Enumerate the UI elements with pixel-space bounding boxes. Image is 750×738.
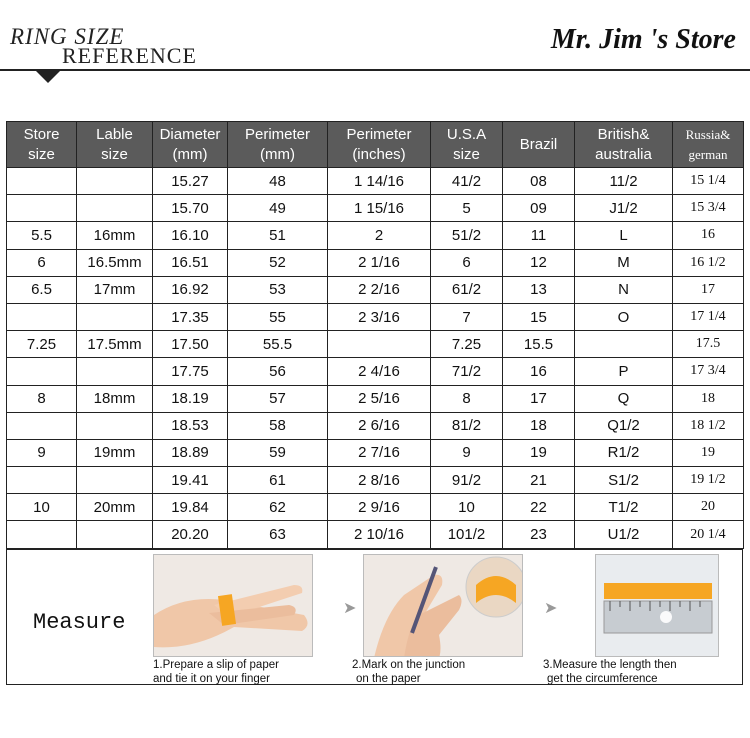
column-header: Perimeter (mm) <box>228 122 328 168</box>
table-cell <box>77 467 153 494</box>
step-3-caption: 3.Measure the length then get the circumference <box>543 659 677 685</box>
table-cell: 8 <box>431 385 503 412</box>
table-cell: M <box>575 249 673 276</box>
table-cell: 16.92 <box>153 276 228 303</box>
table-cell: 13 <box>503 276 575 303</box>
table-cell: 81/2 <box>431 412 503 439</box>
table-cell: 9 <box>431 439 503 466</box>
table-cell <box>77 195 153 222</box>
table-cell: 101/2 <box>431 521 503 548</box>
table-cell: 16 1/2 <box>673 249 744 276</box>
table-cell <box>77 358 153 385</box>
table-cell: 17.5mm <box>77 331 153 358</box>
table-cell: 17.5 <box>673 331 744 358</box>
table-cell: 10 <box>7 494 77 521</box>
table-cell: 1 15/16 <box>328 195 431 222</box>
table-cell: O <box>575 303 673 330</box>
table-cell <box>7 412 77 439</box>
measure-label: Measure <box>33 610 126 635</box>
table-cell: J1/2 <box>575 195 673 222</box>
table-cell: 17 3/4 <box>673 358 744 385</box>
table-cell: 10 <box>431 494 503 521</box>
table-header-row <box>7 122 744 168</box>
hand-with-paper-icon <box>153 554 313 657</box>
table-cell: R1/2 <box>575 439 673 466</box>
column-header: British& australia <box>575 122 673 168</box>
table-row <box>7 494 744 521</box>
table-cell: 5 <box>431 195 503 222</box>
table-cell: 08 <box>503 168 575 195</box>
table-cell: 52 <box>228 249 328 276</box>
table-cell: 9 <box>7 439 77 466</box>
table-cell: 2 2/16 <box>328 276 431 303</box>
table-cell: T1/2 <box>575 494 673 521</box>
table-cell: 19 <box>673 439 744 466</box>
table-cell: 22 <box>503 494 575 521</box>
table-body <box>7 168 744 549</box>
table-cell <box>77 168 153 195</box>
table-cell: 2 <box>328 222 431 249</box>
table-cell: 18 <box>673 385 744 412</box>
table-cell <box>7 168 77 195</box>
ruler-icon <box>595 554 719 657</box>
column-header: Store size <box>7 122 77 168</box>
table-cell: 17.35 <box>153 303 228 330</box>
table-cell: 55.5 <box>228 331 328 358</box>
table-cell: 2 5/16 <box>328 385 431 412</box>
table-cell: 2 4/16 <box>328 358 431 385</box>
table-row <box>7 276 744 303</box>
title-line-2: REFERENCE <box>62 43 197 68</box>
table-cell: 53 <box>228 276 328 303</box>
table-row <box>7 331 744 358</box>
table-row <box>7 358 744 385</box>
header-rule <box>0 69 750 71</box>
step-1-caption: 1.Prepare a slip of paper and tie it on your finger <box>153 659 279 685</box>
arrow-right-icon: ➤ <box>343 600 357 617</box>
table-cell: 71/2 <box>431 358 503 385</box>
table-cell: 23 <box>503 521 575 548</box>
table-cell: 19 1/2 <box>673 467 744 494</box>
table-cell: 15 <box>503 303 575 330</box>
table-cell <box>7 303 77 330</box>
table-cell: 63 <box>228 521 328 548</box>
table-cell: 19.84 <box>153 494 228 521</box>
table-cell: 2 10/16 <box>328 521 431 548</box>
table-cell: 18.89 <box>153 439 228 466</box>
table-cell: 21 <box>503 467 575 494</box>
column-header: Diameter (mm) <box>153 122 228 168</box>
title-line-1: RING SIZE <box>10 24 125 49</box>
table-row <box>7 222 744 249</box>
column-header: U.S.A size <box>431 122 503 168</box>
table-cell: 17.50 <box>153 331 228 358</box>
header-triangle-icon <box>36 71 60 83</box>
table-cell: 15.27 <box>153 168 228 195</box>
table-cell: 91/2 <box>431 467 503 494</box>
table-cell: L <box>575 222 673 249</box>
table-cell: 18.19 <box>153 385 228 412</box>
table-cell: 59 <box>228 439 328 466</box>
table-cell: 15 1/4 <box>673 168 744 195</box>
table-cell: S1/2 <box>575 467 673 494</box>
table-row <box>7 439 744 466</box>
table-cell: 62 <box>228 494 328 521</box>
table-cell <box>77 521 153 548</box>
ring-size-table <box>6 121 744 549</box>
table-cell: 2 1/16 <box>328 249 431 276</box>
column-header: Lable size <box>77 122 153 168</box>
table-cell: 6 <box>431 249 503 276</box>
table-cell: 16mm <box>77 222 153 249</box>
table-cell <box>7 195 77 222</box>
table-cell: 16.51 <box>153 249 228 276</box>
table-cell: 2 3/16 <box>328 303 431 330</box>
table-cell: 16 <box>503 358 575 385</box>
table-cell: 17 1/4 <box>673 303 744 330</box>
table-cell: 2 7/16 <box>328 439 431 466</box>
table-cell: 16.5mm <box>77 249 153 276</box>
table-cell: 20 <box>673 494 744 521</box>
table-cell: 5.5 <box>7 222 77 249</box>
table-cell: 2 8/16 <box>328 467 431 494</box>
table-cell: 49 <box>228 195 328 222</box>
table-cell: 15.70 <box>153 195 228 222</box>
table-cell: 41/2 <box>431 168 503 195</box>
table-cell: 1 14/16 <box>328 168 431 195</box>
table-cell: 17.75 <box>153 358 228 385</box>
table-cell: 6 <box>7 249 77 276</box>
table-row <box>7 195 744 222</box>
table-row <box>7 303 744 330</box>
table-cell: 51/2 <box>431 222 503 249</box>
table-row <box>7 412 744 439</box>
table-cell <box>77 412 153 439</box>
table-row <box>7 385 744 412</box>
table-cell: 16.10 <box>153 222 228 249</box>
table-cell: 19 <box>503 439 575 466</box>
table-cell: 18 1/2 <box>673 412 744 439</box>
table-cell: 8 <box>7 385 77 412</box>
table-cell: 7.25 <box>431 331 503 358</box>
store-name: Mr. Jim 's Store <box>550 24 736 55</box>
table-cell: 56 <box>228 358 328 385</box>
table-cell: 16 <box>673 222 744 249</box>
table-cell: Q1/2 <box>575 412 673 439</box>
table-cell <box>7 521 77 548</box>
table-cell: 7 <box>431 303 503 330</box>
table-cell: 15 3/4 <box>673 195 744 222</box>
table-cell: 19mm <box>77 439 153 466</box>
table-cell: 20mm <box>77 494 153 521</box>
table-cell: 55 <box>228 303 328 330</box>
table-cell <box>328 331 431 358</box>
table-cell: 18 <box>503 412 575 439</box>
table-cell: 17 <box>503 385 575 412</box>
table-cell: 48 <box>228 168 328 195</box>
table-cell: 7.25 <box>7 331 77 358</box>
column-header: Perimeter (inches) <box>328 122 431 168</box>
table-cell: 51 <box>228 222 328 249</box>
table-cell <box>575 331 673 358</box>
table-cell: 57 <box>228 385 328 412</box>
table-cell: 20.20 <box>153 521 228 548</box>
table-cell: 2 6/16 <box>328 412 431 439</box>
table-cell: N <box>575 276 673 303</box>
table-cell: 19.41 <box>153 467 228 494</box>
table-cell: 61/2 <box>431 276 503 303</box>
table-cell: 20 1/4 <box>673 521 744 548</box>
table-row <box>7 168 744 195</box>
table-cell <box>7 358 77 385</box>
column-header: Brazil <box>503 122 575 168</box>
table-cell: 18mm <box>77 385 153 412</box>
pen-marking-icon <box>363 554 523 657</box>
table-cell: 09 <box>503 195 575 222</box>
table-cell: 15.5 <box>503 331 575 358</box>
table-row <box>7 521 744 548</box>
step-2-caption: 2.Mark on the junction on the paper <box>352 659 466 685</box>
table-cell: 58 <box>228 412 328 439</box>
table-row <box>7 467 744 494</box>
table-cell <box>7 467 77 494</box>
table-cell: 11 <box>503 222 575 249</box>
table-cell: 2 9/16 <box>328 494 431 521</box>
measure-section <box>6 549 743 685</box>
table-cell: 18.53 <box>153 412 228 439</box>
column-header: Russia& german <box>673 122 744 168</box>
table-cell: 6.5 <box>7 276 77 303</box>
table-cell: 12 <box>503 249 575 276</box>
arrow-right-icon: ➤ <box>544 600 558 617</box>
table-cell: 11/2 <box>575 168 673 195</box>
table-cell: 61 <box>228 467 328 494</box>
table-cell <box>77 303 153 330</box>
table-cell: Q <box>575 385 673 412</box>
table-row <box>7 249 744 276</box>
table-cell: 17 <box>673 276 744 303</box>
table-cell: P <box>575 358 673 385</box>
table-cell: U1/2 <box>575 521 673 548</box>
table-cell: 17mm <box>77 276 153 303</box>
